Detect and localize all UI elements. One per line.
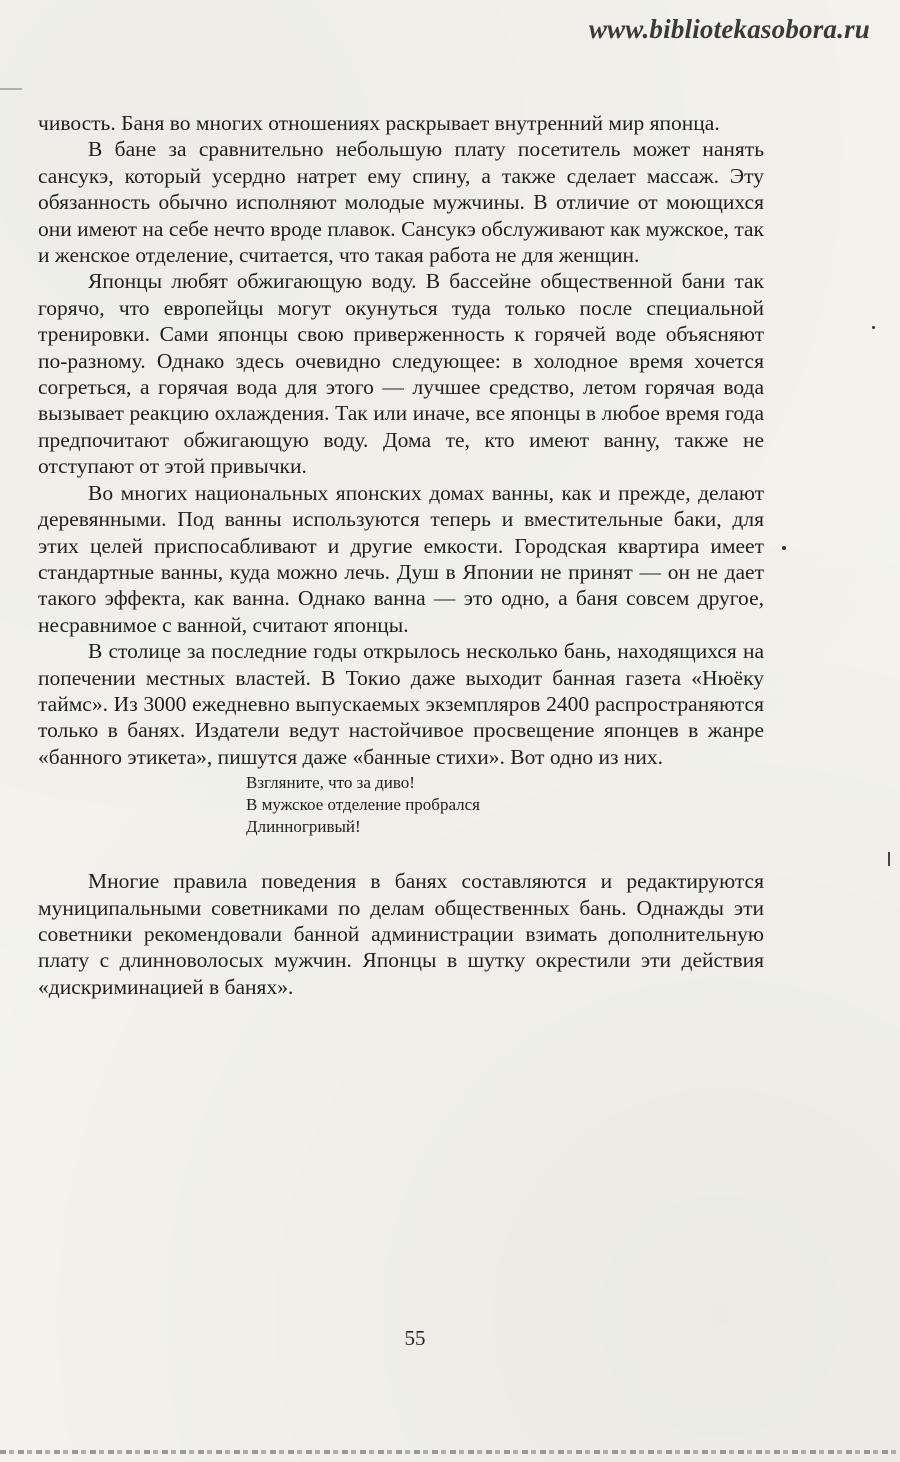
page-body-text	[38, 110, 764, 1000]
paragraph: чивость. Баня во многих отношениях раскрывает внутренний мир японца.	[38, 111, 720, 135]
poem-line: Длинногривый!	[246, 817, 361, 837]
poem-line: Взгляните, что за диво!	[246, 773, 415, 793]
scan-edge-mark	[0, 88, 22, 90]
poem-block	[246, 772, 764, 838]
margin-tick	[888, 852, 890, 866]
scan-bottom-edge	[0, 1450, 900, 1454]
paragraph: Во многих национальных японских домах ванны, как и прежде, делают деревянными. Под ванны используются теперь и вместительные баки, для этих целей приспосабливают и другие емкости. Городская квартира имеет стандартные ванны, куда можно лечь. Душ в Японии не принят — он не дает такого эффекта, как ванна. Однако ванна — это одно, а баня совсем другое, несравнимое с ванной, считают японцы.	[38, 480, 764, 637]
site-watermark: www.bibliotekasobora.ru	[588, 14, 870, 44]
paragraph: Японцы любят обжигающую воду. В бассейне общественной бани так горячо, что европейцы могут окунуться туда только после специальной тренировки. Сами японцы свою приверженность к горячей воде объясняют по-разному. Однако здесь очевидно следующее: в холодное время хочется согреться, а горячая вода для этого — лучшее средство, летом горячая вода вызывает реакцию охлаждения. Так или иначе, все японцы в любое время года предпочитают обжигающую воду. Дома те, кто имеют ванну, также не отступают от этой привычки.	[38, 269, 764, 479]
paragraph: В бане за сравнительно небольшую плату посетитель может нанять сансукэ, который усердно натрет ему спину, а также сделает массаж. Эту обязанность обычно исполняют молодые мужчины. В отличие от моющихся они имеют на себе нечто вроде плавок. Сансукэ обслуживают как мужское, так и женское отделение, считается, что такая работа не для женщин.	[38, 137, 764, 268]
poem-line: В мужское отделение пробрался	[246, 795, 480, 815]
paragraph: В столице за последние годы открылось несколько бань, находящихся на попечении местных властей. В Токио даже выходит банная газета «Нюёку таймс». Из 3000 ежедневно выпускаемых экземпляров 2400 распространяются только в банях. Издатели ведут настойчивое просвещение японцев в жанре «банного этикета», пишутся даже «банные стихи». Вот одно из них.	[38, 639, 764, 769]
page-number: 55	[404, 1326, 426, 1350]
margin-dot	[782, 546, 786, 550]
margin-dot	[872, 326, 875, 329]
closing-paragraph: Многие правила поведения в банях составляются и редактируются муниципальными советниками по делам общественных бань. Однажды эти советники рекомендовали банной администрации взимать дополнительную плату с длинноволосых мужчин. Японцы в шутку окрестили эти действия «дискриминацией в банях».	[38, 869, 764, 999]
